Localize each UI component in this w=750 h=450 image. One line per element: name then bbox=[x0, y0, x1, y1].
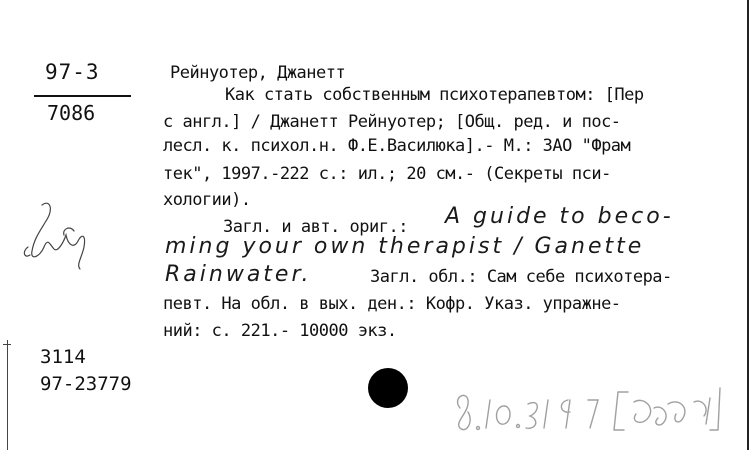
punched-hole bbox=[368, 368, 408, 408]
original-title-handwritten: ming your own therapist / Ganette bbox=[165, 234, 645, 259]
card-edge-tick bbox=[3, 344, 11, 345]
tail-line: певт. На обл. в вых. ден.: Кофр. Указ. упражне- bbox=[163, 294, 621, 314]
tail-line: ний: с. 221.- 10000 экз. bbox=[163, 321, 397, 341]
card-edge bbox=[747, 0, 749, 450]
pencil-note bbox=[448, 378, 738, 436]
body-line: тек", 1997.-222 с.: ил.; 20 см.- (Секреты пси- bbox=[163, 164, 611, 184]
original-title-handwritten: Rainwater. bbox=[165, 262, 312, 287]
card-heading: Рейнуотер, Джанетт bbox=[170, 63, 346, 83]
original-title-label: Загл. и авт. ориг.: bbox=[223, 217, 408, 237]
classification-top: 97-3 bbox=[45, 60, 100, 84]
card-edge-mark bbox=[7, 340, 8, 450]
classification-divider bbox=[34, 95, 131, 97]
lccn-number: 97-23779 bbox=[40, 373, 132, 395]
body-line: хологии). bbox=[163, 190, 251, 210]
handwritten-initials bbox=[20, 195, 110, 275]
call-number: 3114 bbox=[40, 346, 86, 368]
classification-bottom: 7086 bbox=[47, 101, 96, 125]
body-line: с англ.] / Джанетт Рейнуотер; [Общ. ред. и пос- bbox=[163, 112, 621, 132]
body-line: Как стать собственным психотерапевтом: [Пер bbox=[225, 85, 644, 105]
body-line: лесл. к. психол.н. Ф.Е.Василюка].- М.: ЗАО "Фрам bbox=[163, 136, 631, 156]
original-title-handwritten: A guide to beco- bbox=[445, 204, 674, 229]
tail-line: Загл. обл.: Сам себе психотера- bbox=[370, 267, 672, 287]
